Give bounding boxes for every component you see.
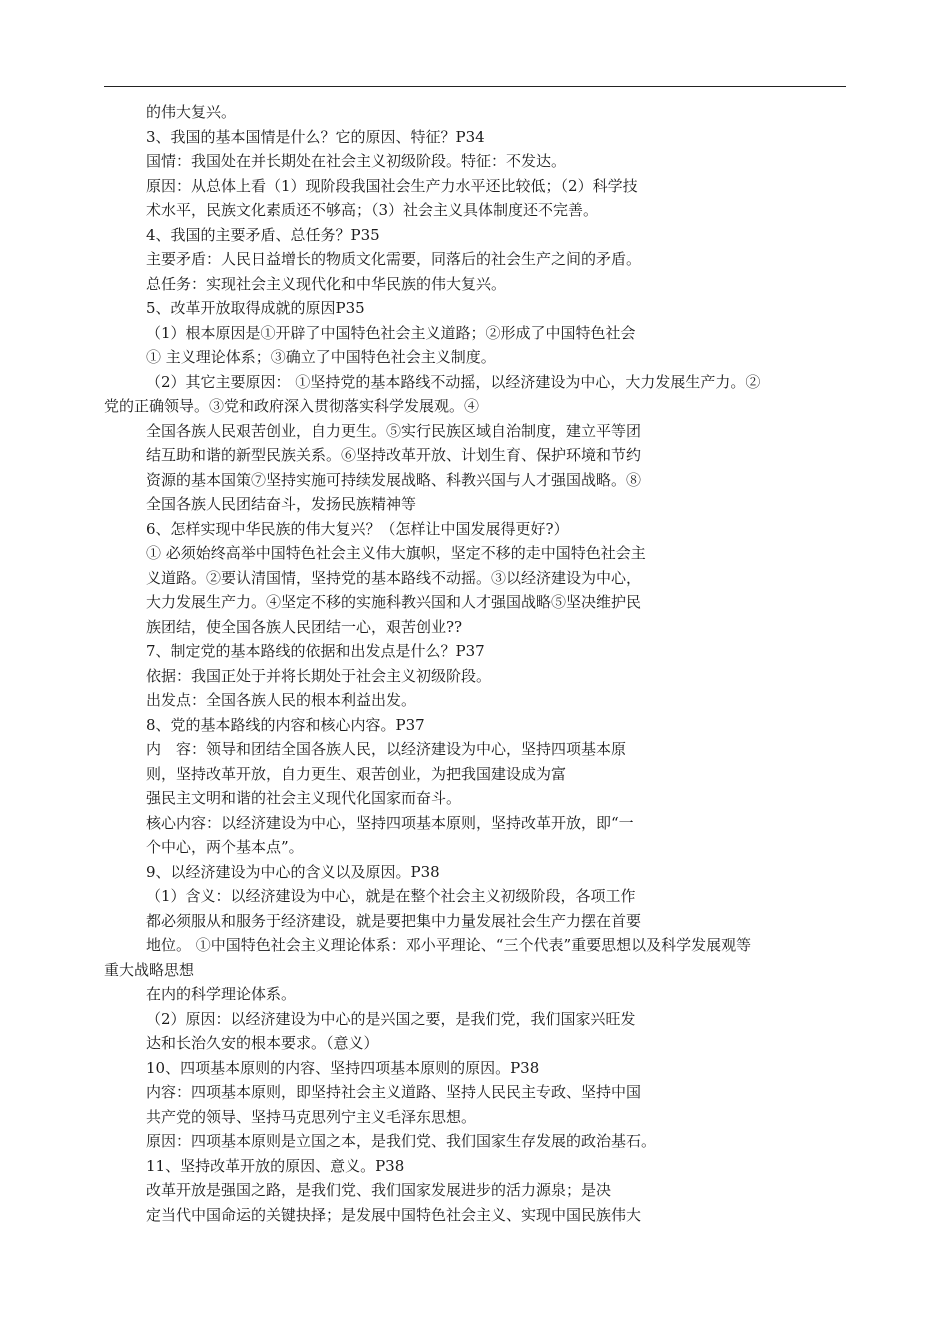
text-line: 内容：四项基本原则，即坚持社会主义道路、坚持人民民主专政、坚持中国 [146, 1083, 642, 1101]
text-line: 11、坚持改革开放的原因、意义。P38 [146, 1156, 405, 1175]
text-line: 重大战略思想 [104, 960, 195, 979]
text-line: 在内的科学理论体系。 [146, 985, 297, 1003]
text-line: 都必须服从和服务于经济建设，就是要把集中力量发展社会生产力摆在首要 [146, 911, 642, 930]
text-line: 强民主文明和谐的社会主义现代化国家而奋斗。 [146, 789, 462, 807]
text-line: 达和长治久安的根本要求。（意义） [146, 1034, 379, 1052]
text-line: 7、制定党的基本路线的依据和出发点是什么？P37 [146, 642, 485, 660]
text-line: 5、改革开放取得成就的原因P35 [146, 299, 365, 317]
text-line: 主要矛盾：人民日益增长的物质文化需要，同落后的社会生产之间的矛盾。 [146, 250, 642, 268]
text-line: 依据：我国正处于并将长期处于社会主义初级阶段。 [146, 666, 492, 685]
text-line: 出发点：全国各族人民的根本利益出发。 [146, 691, 417, 709]
text-line: 结互助和谐的新型民族关系。⑥坚持改革开放、计划生育、保护环境和节约 [146, 446, 642, 464]
text-line: 个中心，两个基本点”。 [146, 838, 304, 856]
text-line: 4、我国的主要矛盾、总任务？P35 [146, 225, 380, 244]
text-line: （1）根本原因是①开辟了中国特色社会主义道路；②形成了中国特色社会 [146, 323, 636, 342]
text-line: （2）原因：以经济建设为中心的是兴国之要，是我们党，我们国家兴旺发 [146, 1009, 636, 1028]
text-line: 则，坚持改革开放，自力更生、艰苦创业，为把我国建设成为富 [146, 764, 567, 783]
text-line: 8、党的基本路线的内容和核心内容。P37 [146, 715, 425, 734]
text-line: 10、四项基本原则的内容、坚持四项基本原则的原因。P38 [146, 1058, 540, 1077]
text-line: 义道路。②要认清国情，坚持党的基本路线不动摇。③以经济建设为中心， [146, 568, 642, 587]
text-line: 全国各族人民团结奋斗，发扬民族精神等 [146, 495, 417, 513]
text-line: ① 必须始终高举中国特色社会主义伟大旗帜，坚定不移的走中国特色社会主 [146, 544, 646, 562]
text-line: 共产党的领导、坚持马克思列宁主义毛泽东思想。 [146, 1107, 477, 1126]
header-rule [104, 86, 846, 87]
text-line: 族团结，使全国各族人民团结一心，艰苦创业?? [146, 617, 463, 636]
text-line: ① 主义理论体系；③确立了中国特色社会主义制度。 [146, 348, 496, 366]
text-line: 3、我国的基本国情是什么？它的原因、特征？P34 [146, 127, 485, 146]
text-line: （1）含义：以经济建设为中心，就是在整个社会主义初级阶段，各项工作 [146, 887, 636, 905]
text-line: 国情：我国处在并长期处在社会主义初级阶段。特征：不发达。 [146, 152, 567, 170]
text-line: 6、怎样实现中华民族的伟大复兴？（怎样让中国发展得更好?） [146, 519, 569, 538]
text-line: 术水平，民族文化素质还不够高；（3）社会主义具体制度还不完善。 [146, 201, 599, 219]
text-line: 原因：四项基本原则是立国之本，是我们党、我们国家生存发展的政治基石。 [146, 1132, 657, 1150]
text-line: 资源的基本国策⑦坚持实施可持续发展战略、科教兴国与人才强国战略。⑧ [146, 470, 642, 489]
text-line: 改革开放是强国之路，是我们党、我们国家发展进步的活力源泉；是决 [146, 1181, 612, 1199]
text-line: （2）其它主要原因： ①坚持党的基本路线不动摇，以经济建设为中心，大力发展生产力。② [146, 372, 761, 391]
text-line: 9、以经济建设为中心的含义以及原因。P38 [146, 862, 440, 881]
text-line: 定当代中国命运的关键抉择；是发展中国特色社会主义、实现中国民族伟大 [146, 1205, 642, 1224]
text-line: 总任务：实现社会主义现代化和中华民族的伟大复兴。 [146, 274, 507, 293]
text-line: 的伟大复兴。 [146, 103, 237, 121]
text-line: 内 容：领导和团结全国各族人民，以经济建设为中心，坚持四项基本原 [146, 740, 627, 758]
text-line: 原因：从总体上看（1）现阶段我国社会生产力水平还比较低；（2）科学技 [146, 176, 638, 195]
text-line: 大力发展生产力。④坚定不移的实施科教兴国和人才强国战略⑤坚决维护民 [146, 593, 642, 611]
text-line: 党的正确领导。③党和政府深入贯彻落实科学发展观。④ [104, 397, 480, 415]
text-line: 核心内容：以经济建设为中心，坚持四项基本原则，坚持改革开放，即“一 [146, 813, 634, 832]
text-line: 地位。 ①中国特色社会主义理论体系：邓小平理论、“三个代表”重要思想以及科学发展观等 [146, 936, 752, 954]
document-body [104, 100, 844, 1227]
text-line: 全国各族人民艰苦创业，自力更生。⑤实行民族区域自治制度，建立平等团 [146, 421, 642, 440]
